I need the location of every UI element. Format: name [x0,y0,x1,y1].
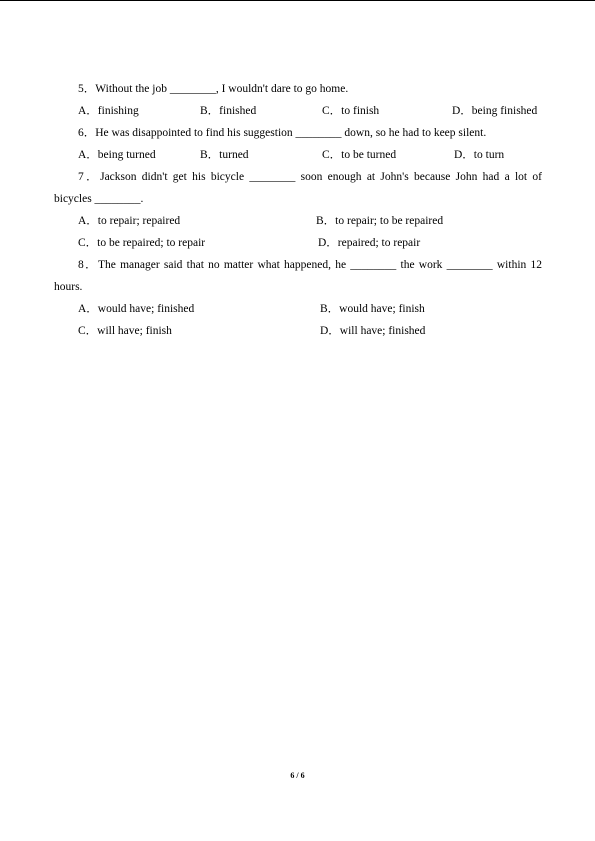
question-5-options [54,100,542,122]
option-d: D．to turn [454,149,505,161]
option-b: B．to repair; to be repaired [316,215,444,227]
question-7 [54,166,542,188]
question-7-options-row-1 [54,210,542,232]
option-a: A．would have; finished [78,303,195,315]
question-8 [54,254,542,276]
page-number: 6 / 6 [290,771,305,780]
question-7-stem: 7．Jackson didn't get his bicycle ________ soon enough at John's because John had a lot of [78,171,542,183]
option-d: D．being finished [452,105,538,117]
question-7-continuation: bicycles ________. [54,193,144,205]
option-c: C．to be repaired; to repair [78,237,206,249]
option-c: C．to be turned [322,149,397,161]
option-a: A．to repair; repaired [78,215,181,227]
option-a: A．being turned [78,149,156,161]
option-d: D．will have; finished [320,325,426,337]
question-6 [54,122,542,144]
option-d: D．repaired; to repair [318,237,421,249]
option-b: B．would have; finish [320,303,425,315]
question-8-options-row-1 [54,298,542,320]
question-5-stem: 5．Without the job ________, I wouldn't dare to go home. [78,83,349,95]
option-c: C．to finish [322,105,380,117]
top-border-line [0,0,595,1]
option-c: C．will have; finish [78,325,172,337]
question-list [54,78,542,342]
question-6-stem: 6．He was disappointed to find his suggestion ________ down, so he had to keep silent. [78,127,487,139]
question-7-options-row-2 [54,232,542,254]
question-8-stem: 8．The manager said that no matter what happened, he ________ the work ________ within 12 [78,259,542,271]
option-b: B．turned [200,149,249,161]
option-a: A．finishing [78,105,139,117]
question-8-continuation: hours. [54,281,83,293]
question-5 [54,78,542,100]
question-8-continuation-line [54,276,542,298]
question-8-options-row-2 [54,320,542,342]
question-6-options [54,144,542,166]
question-7-continuation-line [54,188,542,210]
option-b: B．finished [200,105,257,117]
